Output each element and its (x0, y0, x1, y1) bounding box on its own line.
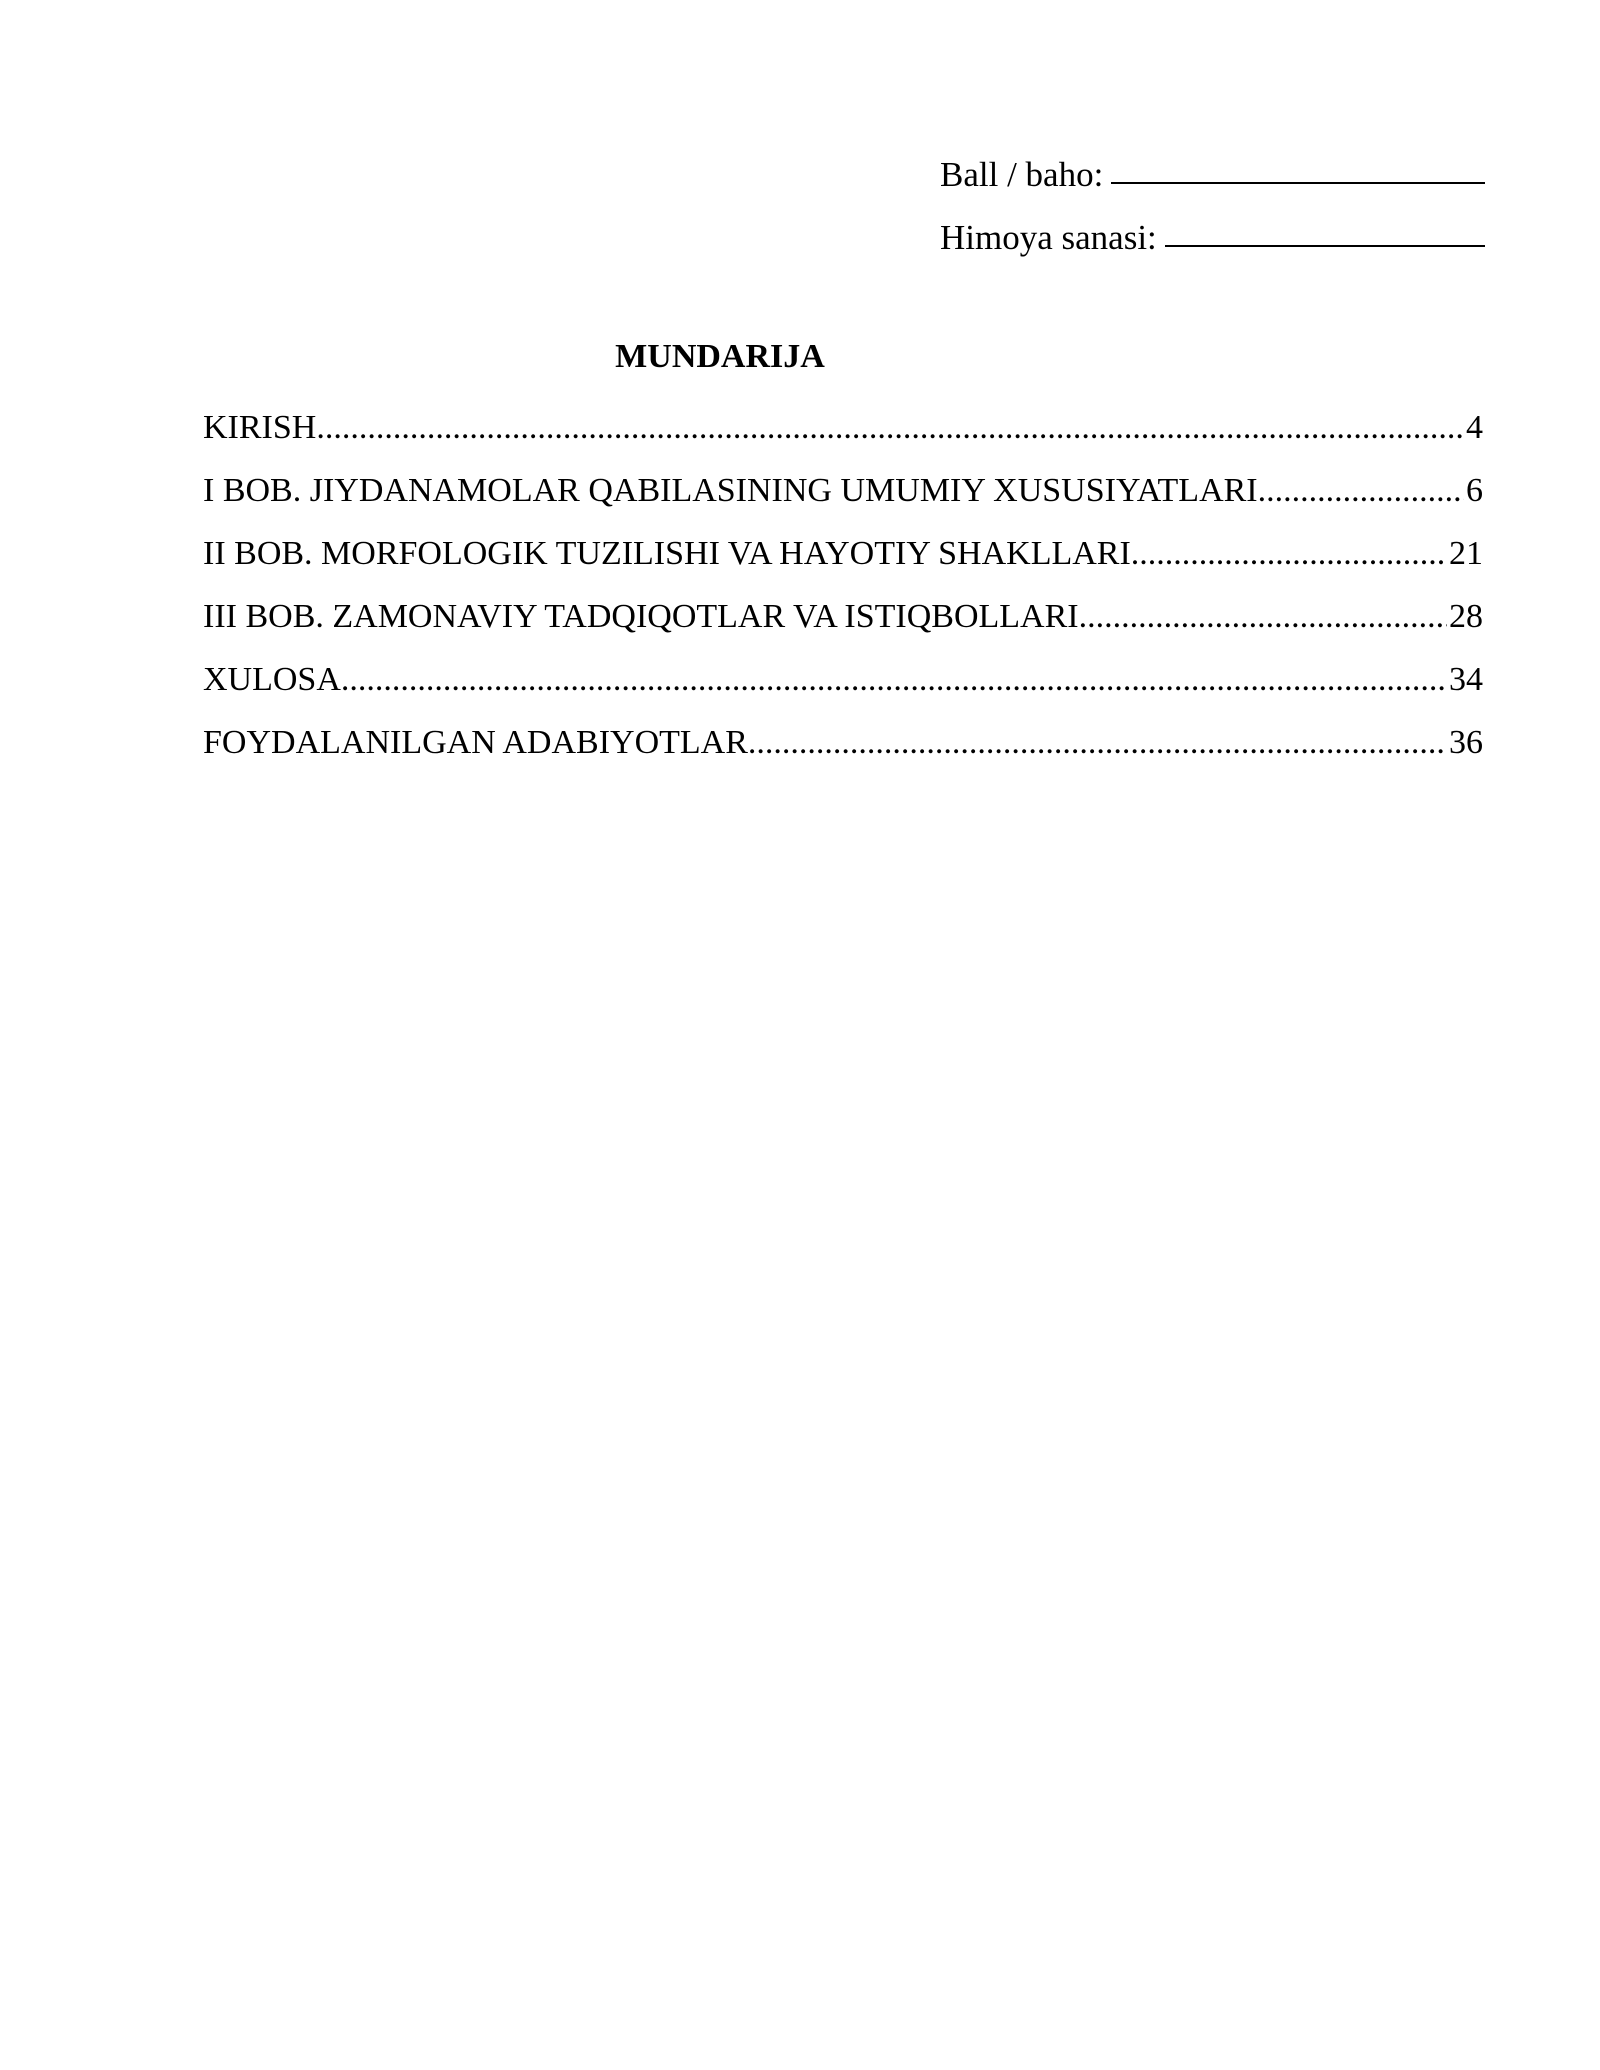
score-blank-line (1111, 182, 1485, 184)
defense-date-label: Himoya sanasi: (940, 218, 1157, 257)
toc-entry-text: II BOB. MORFOLOGIK TUZILISHI VA HAYOTIY SHAKLLARI (203, 535, 1131, 572)
toc-leader-dots (341, 648, 1447, 711)
defense-date-field (940, 206, 1485, 269)
toc-entry-text: XULOSA (203, 661, 341, 698)
toc-page-number: 36 (1449, 724, 1483, 761)
toc-leader-dots (748, 711, 1447, 774)
toc-leader-dots (1131, 522, 1447, 585)
toc-entry-chapter-2 (203, 522, 1483, 585)
toc-entry-chapter-3 (203, 585, 1483, 648)
toc-page-number: 28 (1449, 598, 1483, 635)
toc-page-number: 21 (1449, 535, 1483, 572)
toc-entry-text: FOYDALANILGAN ADABIYOTLAR (203, 724, 748, 761)
table-of-contents (203, 396, 1483, 774)
defense-date-blank-line (1165, 245, 1485, 247)
toc-page-number: 34 (1449, 661, 1483, 698)
score-label: Ball / baho: (940, 155, 1104, 194)
toc-title: MUNDARIJA (615, 338, 825, 375)
toc-entry-introduction (203, 396, 1483, 459)
toc-entry-chapter-1 (203, 459, 1483, 522)
toc-entry-text: KIRISH (203, 409, 317, 446)
toc-entry-text: III BOB. ZAMONAVIY TADQIQOTLAR VA ISTIQBOLLARI (203, 598, 1079, 635)
toc-leader-dots (316, 396, 1464, 459)
toc-entry-text: I BOB. JIYDANAMOLAR QABILASINING UMUMIY XUSUSIYATLARI (203, 472, 1258, 509)
toc-leader-dots (1258, 459, 1464, 522)
toc-page-number: 6 (1466, 472, 1483, 509)
toc-entry-conclusion (203, 648, 1483, 711)
score-field (940, 143, 1485, 206)
toc-leader-dots (1079, 585, 1447, 648)
toc-entry-references (203, 711, 1483, 774)
toc-page-number: 4 (1466, 409, 1483, 446)
header-fields (940, 143, 1485, 269)
